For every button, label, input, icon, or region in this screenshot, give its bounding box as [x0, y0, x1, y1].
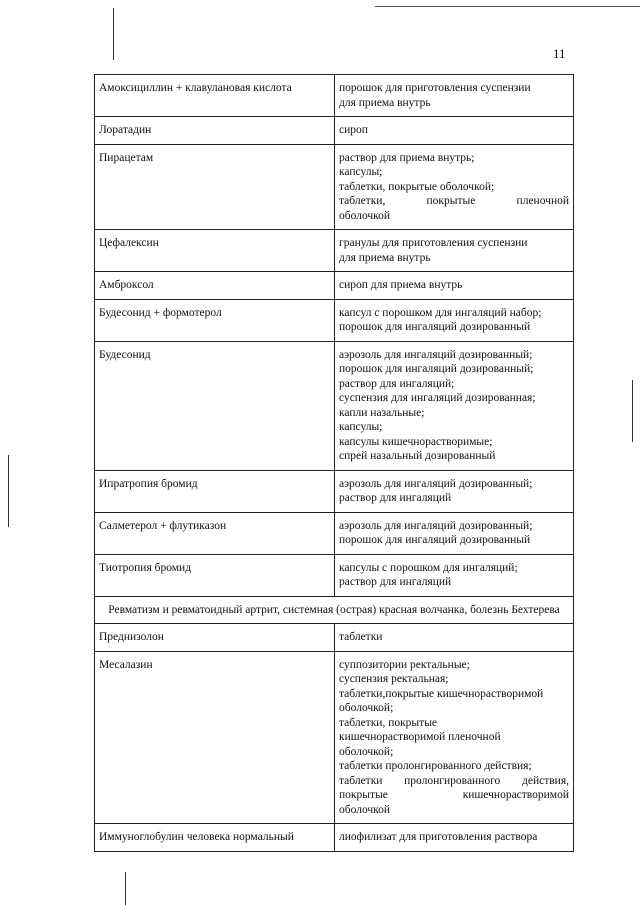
drug-table: [94, 74, 574, 852]
drug-name: Тиотропия бромид: [95, 554, 335, 596]
dosage-form-line: оболочкой: [339, 803, 391, 816]
scan-margin-mark: [125, 872, 126, 905]
dosage-form-line: суспензия ректальная;: [339, 673, 449, 685]
dosage-form-line: суппозитории ректальные;: [339, 658, 470, 671]
dosage-form-line: раствор для приема внутрь;: [339, 151, 475, 164]
scan-top-line: [375, 6, 640, 7]
drug-name: Ипратропия бромид: [95, 470, 335, 512]
drug-name: Амоксициллин + клавулановая кислота: [95, 75, 335, 117]
table-row: [95, 341, 574, 470]
dosage-form-line: раствор для ингаляций: [339, 576, 452, 588]
dosage-forms: [335, 341, 574, 470]
dosage-forms: [335, 824, 574, 852]
drug-name: Лоратадин: [95, 117, 335, 145]
dosage-forms: [335, 75, 574, 117]
dosage-forms: [335, 554, 574, 596]
dosage-forms: [335, 512, 574, 554]
drug-name: Преднизолон: [95, 624, 335, 652]
table-row: [95, 512, 574, 554]
drug-name: Амброксол: [95, 272, 335, 300]
dosage-form-line: капсулы;: [339, 421, 383, 433]
table-row: [95, 272, 574, 300]
dosage-form-line: аэрозоль для ингаляций дозированный;: [339, 519, 533, 532]
drug-name: Пирацетам: [95, 144, 335, 230]
table-row: [95, 117, 574, 145]
drug-name: Иммуноглобулин человека нормальный: [95, 824, 335, 852]
dosage-form-line: капсул с порошком для ингаляций набор;: [339, 306, 542, 319]
dosage-form-line: таблетки пролонгированного действия,: [339, 774, 569, 787]
dosage-form-line: таблетки,покрытые кишечнорастворимой: [339, 687, 544, 700]
dosage-form-line: оболочкой;: [339, 745, 394, 758]
scan-margin-mark: [632, 380, 633, 442]
dosage-form-line: таблетки, покрытые оболочкой;: [339, 180, 495, 193]
dosage-forms: [335, 299, 574, 341]
dosage-form-line: аэрозоль для ингаляций дозированный;: [339, 348, 533, 361]
scan-margin-mark: [8, 455, 9, 527]
dosage-form-line: оболочкой;: [339, 702, 394, 714]
dosage-form-line: капсулы;: [339, 166, 383, 178]
dosage-form-line: порошок для приготовления суспензии: [339, 82, 531, 94]
dosage-form-line: таблетки пролонгированного действия;: [339, 760, 532, 772]
dosage-form-line: гранулы для приготовления суспензии: [339, 237, 528, 249]
drug-name: Будесонид + формотерол: [95, 299, 335, 341]
dosage-form-line: таблетки: [339, 631, 383, 643]
section-heading: Ревматизм и ревматоидный артрит, системная (острая) красная волчанка, болезнь Бехтерева: [95, 596, 574, 624]
dosage-form-line: порошок для ингаляций дозированный: [339, 534, 531, 546]
dosage-form-line: капсулы кишечнорастворимые;: [339, 435, 493, 448]
dosage-form-line: суспензия для ингаляций дозированная;: [339, 392, 536, 404]
table-row: [95, 75, 574, 117]
dosage-forms: [335, 230, 574, 272]
dosage-form-line: сироп для приема внутрь: [339, 279, 463, 291]
dosage-form-line: покрытые кишечнорастворимой: [339, 789, 569, 801]
table-row: [95, 230, 574, 272]
dosage-form-line: для приема внутрь: [339, 251, 431, 264]
scan-margin-mark: [113, 8, 114, 60]
table-row: [95, 470, 574, 512]
dosage-form-line: капсулы с порошком для ингаляций;: [339, 561, 518, 574]
dosage-forms: [335, 144, 574, 230]
dosage-forms: [335, 651, 574, 824]
dosage-form-line: для приема внутрь: [339, 96, 431, 109]
drug-name: Будесонид: [95, 341, 335, 470]
dosage-forms: [335, 272, 574, 300]
dosage-form-line: аэрозоль для ингаляций дозированный;: [339, 477, 533, 490]
dosage-form-line: порошок для ингаляций дозированный;: [339, 363, 534, 375]
table-row: [95, 144, 574, 230]
dosage-form-line: порошок для ингаляций дозированный: [339, 321, 531, 333]
dosage-form-line: таблетки, покрытые пленочной: [339, 195, 569, 207]
table-row: [95, 554, 574, 596]
section-row: [95, 596, 574, 624]
page-number: 11: [553, 46, 566, 61]
dosage-form-line: раствор для ингаляций: [339, 492, 452, 504]
table-row: [95, 651, 574, 824]
dosage-forms: [335, 117, 574, 145]
drug-name: Месалазин: [95, 651, 335, 824]
table-row: [95, 624, 574, 652]
dosage-forms: [335, 470, 574, 512]
dosage-forms: [335, 624, 574, 652]
dosage-form-line: сироп: [339, 124, 368, 136]
dosage-form-line: спрей назальный дозированный: [339, 450, 496, 462]
dosage-form-line: капли назальные;: [339, 406, 425, 419]
dosage-form-line: кишечнорастворимой пленочной: [339, 731, 501, 743]
table-row: [95, 824, 574, 852]
dosage-form-line: таблетки, покрытые: [339, 716, 438, 729]
dosage-form-line: оболочкой: [339, 209, 391, 222]
drug-name: Цефалексин: [95, 230, 335, 272]
drug-name: Салметерол + флутиказон: [95, 512, 335, 554]
table-row: [95, 299, 574, 341]
dosage-form-line: лиофилизат для приготовления раствора: [339, 831, 538, 843]
dosage-form-line: раствор для ингаляций;: [339, 377, 455, 390]
